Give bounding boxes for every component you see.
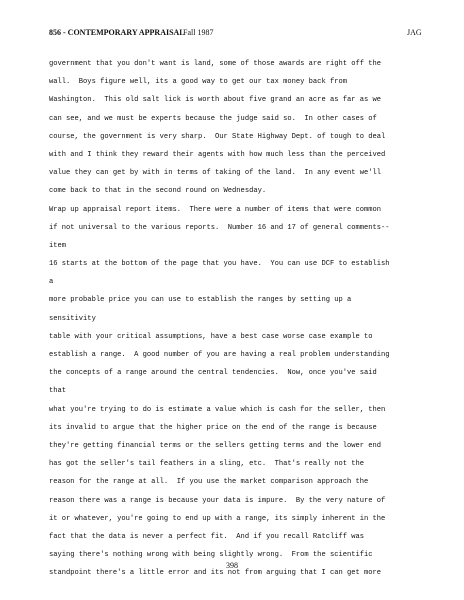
- text-line: what you're trying to do is estimate a value which is cash for the seller, then: [49, 405, 386, 414]
- text-line: it or whatever, you're going to end up with a range, its simply inherent in the: [49, 514, 386, 523]
- text-line: sensitivity: [49, 314, 96, 323]
- text-line: can see, and we must be experts because the judge said so. In other cases of: [49, 114, 377, 123]
- text-line: wall. Boys figure well, its a good way to get our tax money back from: [49, 78, 347, 87]
- text-line: standpoint there's a little error and its not from arguing that I can get more: [49, 569, 382, 578]
- text-line: has got the seller's tail feathers in a sling, etc. That's really not the: [49, 460, 365, 469]
- transcript-body: [49, 55, 449, 582]
- author-initials: JAG: [407, 28, 422, 37]
- text-line: more probable price you can use to establish the ranges by setting up a: [49, 296, 352, 305]
- text-line: item: [49, 241, 67, 250]
- text-line: value they can get by with in terms of taking of the land. In any event we'll: [49, 169, 382, 178]
- journal-title: 856 - CONTEMPORARY APPRAISAL: [49, 28, 185, 37]
- text-line: come back to that in the second round on Wednesday.: [49, 187, 267, 196]
- text-line: Washington. This old salt lick is worth about five grand an acre as far as we: [49, 96, 382, 105]
- text-line: a: [49, 278, 54, 287]
- text-line: that: [49, 387, 67, 396]
- page-number: 398: [226, 561, 238, 570]
- text-line: they're getting financial terms or the sellers getting terms and the lower end: [49, 441, 382, 450]
- issue-season: Fall 1987: [183, 28, 214, 37]
- text-line: fact that the data is never a perfect fit. And if you recall Ratcliff was: [49, 532, 365, 541]
- text-line: reason for the range at all. If you use the market comparison approach the: [49, 478, 369, 487]
- text-line: the concepts of a range around the central tendencies. Now, once you've said: [49, 369, 377, 378]
- text-line: if not universal to the various reports. Number 16 and 17 of general comments--: [49, 223, 390, 232]
- text-line: course, the government is very sharp. Our State Highway Dept. of tough to deal: [49, 132, 386, 141]
- text-line: government that you don't want is land, some of those awards are right off the: [49, 60, 382, 68]
- text-line: its invalid to argue that the higher price on the end of the range is because: [49, 423, 377, 432]
- text-line: establish a range. A good number of you are having a real problem understanding: [49, 351, 390, 359]
- text-line: Wrap up appraisal report items. There were a number of items that were common: [49, 205, 382, 214]
- text-line: reason there was a range is because your data is impure. By the very nature of: [49, 496, 386, 505]
- running-header: [49, 27, 429, 39]
- text-line: table with your critical assumptions, have a best case worse case example to: [49, 332, 373, 341]
- text-line: with and I think they reward their agents with how much less than the perceived: [49, 150, 386, 159]
- text-line: 16 starts at the bottom of the page that you have. You can use DCF to establish: [49, 260, 390, 269]
- text-line: saying there's nothing wrong with being slightly wrong. From the scientific: [49, 551, 373, 560]
